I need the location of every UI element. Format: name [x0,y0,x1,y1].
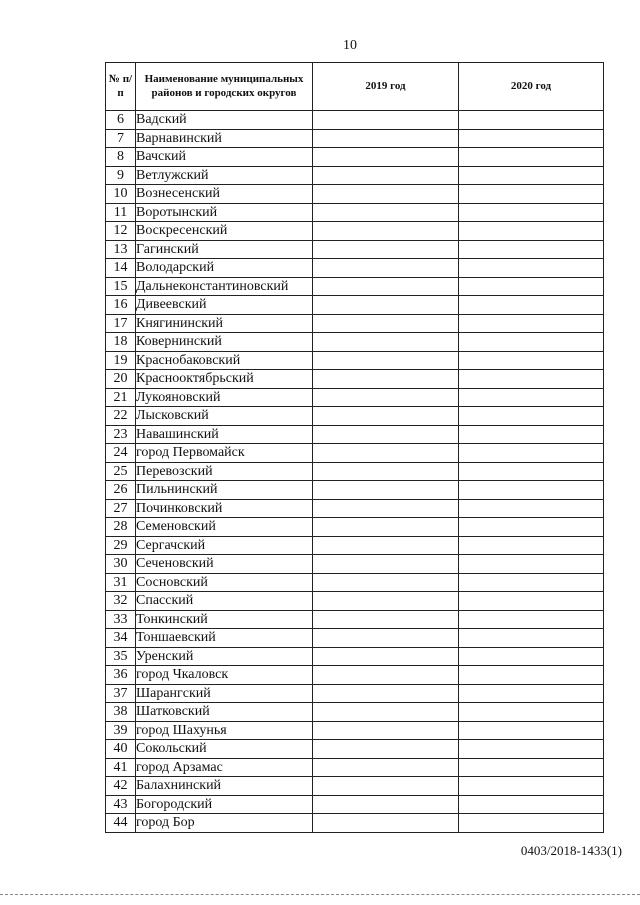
cell-2019 [313,592,459,611]
table-row [106,721,604,740]
cell-2020 [459,481,604,500]
cell-2020 [459,555,604,574]
cell-2019 [313,222,459,241]
table-row [106,314,604,333]
table-row [106,740,604,759]
table-row [106,481,604,500]
row-number: 29 [106,536,136,555]
row-number: 36 [106,666,136,685]
cell-2020 [459,388,604,407]
district-name: Уренский [136,647,313,666]
cell-2019 [313,388,459,407]
table-row [106,703,604,722]
cell-2019 [313,629,459,648]
district-name: Краснооктябрьский [136,370,313,389]
table-row [106,407,604,426]
district-name: Тоншаевский [136,629,313,648]
cell-2019 [313,740,459,759]
district-name: город Шахунья [136,721,313,740]
row-number: 41 [106,758,136,777]
cell-2020 [459,240,604,259]
row-number: 34 [106,629,136,648]
page-number: 10 [343,38,357,53]
cell-2019 [313,148,459,167]
row-number: 9 [106,166,136,185]
row-number: 38 [106,703,136,722]
table-row [106,666,604,685]
cell-2019 [313,610,459,629]
table-row [106,814,604,833]
municipal-districts-table [105,62,604,833]
cell-2019 [313,795,459,814]
district-name: Дальнеконстантиновский [136,277,313,296]
cell-2020 [459,795,604,814]
table-row [106,573,604,592]
row-number: 40 [106,740,136,759]
table-row [106,610,604,629]
row-number: 42 [106,777,136,796]
table-row [106,518,604,537]
district-name: город Арзамас [136,758,313,777]
cell-2019 [313,407,459,426]
district-name: Ковернинский [136,333,313,352]
table-row [106,148,604,167]
cell-2019 [313,518,459,537]
row-number: 31 [106,573,136,592]
row-number: 16 [106,296,136,315]
row-number: 13 [106,240,136,259]
district-name: Володарский [136,259,313,278]
document-code: 0403/2018-1433(1) [520,843,622,858]
cell-2020 [459,444,604,463]
district-name: город Чкаловск [136,666,313,685]
cell-2019 [313,499,459,518]
cell-2020 [459,314,604,333]
row-number: 7 [106,129,136,148]
cell-2020 [459,758,604,777]
table-row [106,388,604,407]
bottom-scan-edge [0,894,640,898]
district-name: Варнавинский [136,129,313,148]
row-number: 20 [106,370,136,389]
table-row [106,499,604,518]
table-row [106,259,604,278]
cell-2020 [459,666,604,685]
cell-2019 [313,814,459,833]
row-number: 15 [106,277,136,296]
district-name: Шарангский [136,684,313,703]
row-number: 28 [106,518,136,537]
cell-2019 [313,462,459,481]
cell-2019 [313,185,459,204]
district-name: Сосновский [136,573,313,592]
district-name: Семеновский [136,518,313,537]
cell-2020 [459,777,604,796]
header-name: Наименование муниципальных районов и городских округов [136,63,313,111]
row-number: 24 [106,444,136,463]
cell-2020 [459,277,604,296]
district-name: Сокольский [136,740,313,759]
cell-2019 [313,777,459,796]
table-body [106,111,604,833]
row-number: 39 [106,721,136,740]
district-name: Воскресенский [136,222,313,241]
district-name: Краснобаковский [136,351,313,370]
cell-2019 [313,666,459,685]
cell-2020 [459,814,604,833]
table-row [106,592,604,611]
cell-2019 [313,259,459,278]
table-row [106,555,604,574]
cell-2019 [313,333,459,352]
cell-2020 [459,370,604,389]
row-number: 8 [106,148,136,167]
cell-2020 [459,129,604,148]
header-num: № п/п [106,63,136,111]
cell-2020 [459,703,604,722]
row-number: 19 [106,351,136,370]
table-row [106,370,604,389]
district-name: город Первомайск [136,444,313,463]
row-number: 14 [106,259,136,278]
row-number: 17 [106,314,136,333]
cell-2020 [459,111,604,130]
cell-2019 [313,721,459,740]
table-row [106,222,604,241]
district-name: Княгининский [136,314,313,333]
table-row [106,129,604,148]
cell-2019 [313,129,459,148]
table-row [106,629,604,648]
row-number: 22 [106,407,136,426]
district-name: Ветлужский [136,166,313,185]
table-row [106,296,604,315]
district-name: Вачский [136,148,313,167]
cell-2020 [459,518,604,537]
row-number: 32 [106,592,136,611]
cell-2020 [459,499,604,518]
cell-2019 [313,111,459,130]
cell-2020 [459,647,604,666]
row-number: 11 [106,203,136,222]
cell-2020 [459,222,604,241]
district-name: Гагинский [136,240,313,259]
cell-2019 [313,573,459,592]
row-number: 25 [106,462,136,481]
cell-2019 [313,758,459,777]
district-name: Шатковский [136,703,313,722]
row-number: 18 [106,333,136,352]
table-row [106,444,604,463]
row-number: 44 [106,814,136,833]
cell-2020 [459,203,604,222]
row-number: 12 [106,222,136,241]
cell-2020 [459,148,604,167]
row-number: 10 [106,185,136,204]
district-name: Лукояновский [136,388,313,407]
district-name: Вознесенский [136,185,313,204]
cell-2019 [313,296,459,315]
district-name: Спасский [136,592,313,611]
cell-2019 [313,314,459,333]
district-name: Вадский [136,111,313,130]
district-name: Балахнинский [136,777,313,796]
cell-2019 [313,425,459,444]
cell-2019 [313,203,459,222]
district-name: Навашинский [136,425,313,444]
table-row [106,111,604,130]
table-row [106,684,604,703]
cell-2020 [459,629,604,648]
cell-2020 [459,259,604,278]
district-name: Сергачский [136,536,313,555]
cell-2020 [459,351,604,370]
table-row [106,425,604,444]
cell-2019 [313,444,459,463]
cell-2020 [459,684,604,703]
table-row [106,333,604,352]
row-number: 26 [106,481,136,500]
row-number: 37 [106,684,136,703]
row-number: 23 [106,425,136,444]
row-number: 30 [106,555,136,574]
district-name: Воротынский [136,203,313,222]
table-row [106,351,604,370]
table-row [106,795,604,814]
district-name: Сеченовский [136,555,313,574]
cell-2020 [459,296,604,315]
cell-2019 [313,647,459,666]
row-number: 33 [106,610,136,629]
table-row [106,277,604,296]
table-header-row [106,63,604,111]
cell-2019 [313,166,459,185]
district-name: Пильнинский [136,481,313,500]
header-2020: 2020 год [459,63,604,111]
header-2019: 2019 год [313,63,459,111]
cell-2020 [459,425,604,444]
row-number: 6 [106,111,136,130]
row-number: 21 [106,388,136,407]
cell-2020 [459,166,604,185]
table-row [106,185,604,204]
row-number: 27 [106,499,136,518]
cell-2019 [313,684,459,703]
table-row [106,240,604,259]
district-name: Перевозский [136,462,313,481]
cell-2020 [459,185,604,204]
cell-2019 [313,351,459,370]
cell-2020 [459,462,604,481]
cell-2020 [459,740,604,759]
cell-2019 [313,555,459,574]
cell-2020 [459,536,604,555]
cell-2019 [313,240,459,259]
cell-2019 [313,703,459,722]
cell-2019 [313,481,459,500]
table-row [106,203,604,222]
row-number: 43 [106,795,136,814]
cell-2020 [459,407,604,426]
table-row [106,647,604,666]
cell-2020 [459,721,604,740]
cell-2020 [459,573,604,592]
table-row [106,536,604,555]
district-name: город Бор [136,814,313,833]
table-row [106,462,604,481]
district-name: Лысковский [136,407,313,426]
district-name: Тонкинский [136,610,313,629]
district-name: Богородский [136,795,313,814]
cell-2019 [313,277,459,296]
district-name: Починковский [136,499,313,518]
cell-2019 [313,370,459,389]
cell-2020 [459,610,604,629]
cell-2019 [313,536,459,555]
district-name: Дивеевский [136,296,313,315]
table-row [106,758,604,777]
cell-2020 [459,592,604,611]
table-row [106,166,604,185]
row-number: 35 [106,647,136,666]
cell-2020 [459,333,604,352]
table-row [106,777,604,796]
